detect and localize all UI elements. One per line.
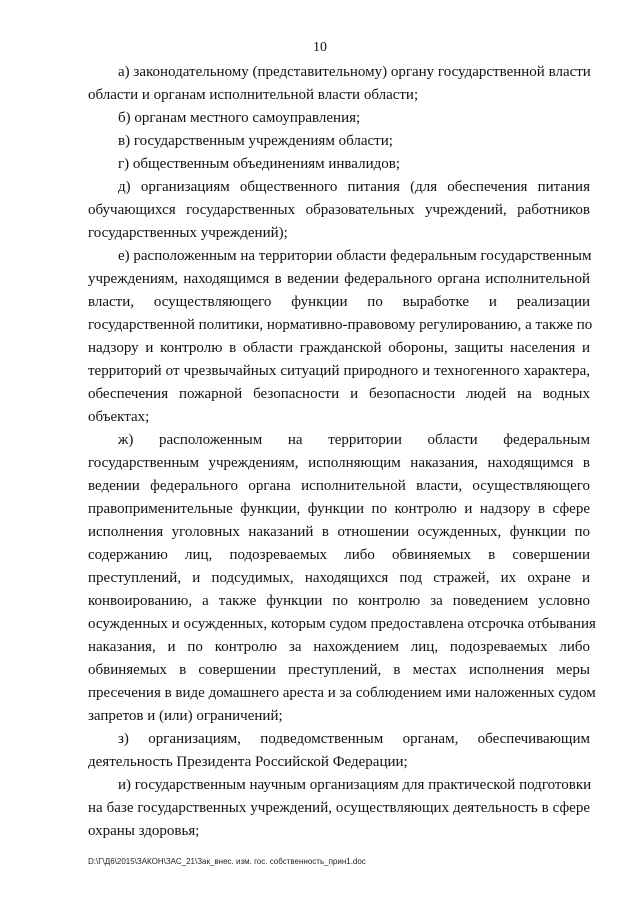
text-line: г) общественным объединениям инвалидов;	[118, 156, 400, 172]
text-line: деятельность Президента Российской Федерации;	[88, 754, 408, 770]
text-line: запретов и (или) ограничений;	[88, 708, 283, 724]
text-line: области и органам исполнительной власти области;	[88, 87, 419, 103]
text-line: содержанию лиц, подозреваемых либо обвиняемых в совершении	[88, 547, 590, 563]
text-line: и) государственным научным организациям для практической подготовки	[118, 777, 592, 793]
text-line: конвоированию, а также функции по контролю за поведением условно	[88, 593, 590, 609]
text-line: з) организациям, подведомственным органам, обеспечивающим	[118, 731, 590, 747]
text-line: на базе государственных учреждений, осуществляющих деятельность в сфере	[88, 800, 590, 816]
text-line: б) органам местного самоуправления;	[118, 110, 361, 126]
text-line: объектах;	[88, 409, 150, 425]
text-line: ж) расположенным на территории области федеральным	[118, 432, 590, 448]
text-line: исполнения уголовных наказаний в отношении осужденных, функции по	[88, 524, 590, 540]
text-line: ведении федерального органа исполнительной власти, осуществляющего	[88, 478, 590, 494]
text-line: территорий от чрезвычайных ситуаций природного и техногенного характера,	[88, 363, 590, 379]
document-body	[88, 61, 596, 843]
text-line: государственным учреждениям, исполняющим наказания, находящимся в	[88, 455, 590, 471]
text-line: преступлений, и подсудимых, находящихся под стражей, их охране и	[88, 570, 590, 586]
text-line: государственных учреждений);	[88, 225, 288, 241]
text-line: государственной политики, нормативно-правовому регулированию, а также по	[88, 317, 593, 333]
text-line: наказания, и по контролю за нахождением лиц, подозреваемых либо	[88, 639, 590, 655]
text-line: охраны здоровья;	[88, 823, 200, 839]
text-line: правоприменительные функции, функции по контролю и надзору в сфере	[88, 501, 590, 517]
text-line: осужденных и осужденных, которым судом предоставлена отсрочка отбывания	[88, 616, 596, 632]
text-line: а) законодательному (представительному) органу государственной власти	[118, 64, 591, 80]
text-line: обвиняемых в совершении преступлений, в местах исполнения меры	[88, 662, 590, 678]
file-path-footer: D:\Г\Д6\2015\ЗАКОН\ЗАС_21\Зак_внес. изм. гос. собственность_прин1.doc	[88, 857, 366, 866]
text-line: обеспечения пожарной безопасности и безопасности людей на водных	[88, 386, 590, 402]
text-line: учреждениям, находящимся в ведении федерального органа исполнительной	[88, 271, 590, 287]
text-line: надзору и контролю в области гражданской обороны, защиты населения и	[88, 340, 590, 356]
text-line: обучающихся государственных образовательных учреждений, работников	[88, 202, 590, 218]
text-line: д) организациям общественного питания (для обеспечения питания	[118, 179, 590, 195]
text-line: в) государственным учреждениям области;	[118, 133, 393, 149]
text-line: е) расположенным на территории области федеральным государственным	[118, 248, 592, 264]
text-line: пресечения в виде домашнего ареста и за соблюдением ими наложенных судом	[88, 685, 596, 701]
text-line: власти, осуществляющего функции по выработке и реализации	[88, 294, 590, 310]
page-number: 10	[313, 40, 327, 55]
